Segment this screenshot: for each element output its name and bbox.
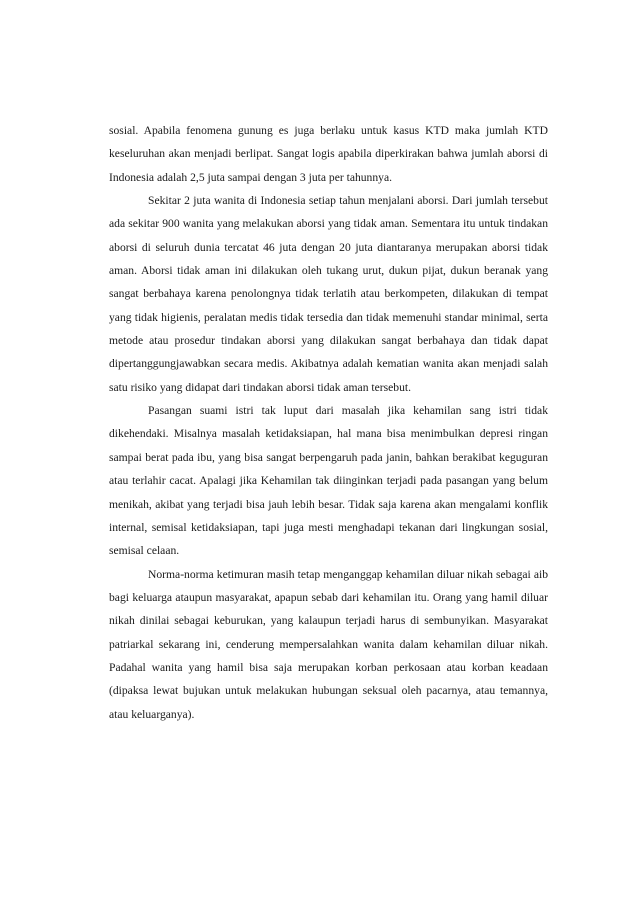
body-text — [109, 119, 548, 726]
paragraph-abortion-statistics: Sekitar 2 juta wanita di Indonesia setiap tahun menjalani aborsi. Dari jumlah tersebut ada sekitar 900 wanita yang melakukan aborsi yang tidak aman. Sementara itu untuk tindakan aborsi di seluruh dunia tercatat 46 juta dengan 20 juta diantaranya merupakan aborsi tidak aman. Aborsi tidak aman ini dilakukan oleh tukang urut, dukun pijat, dukun beranak yang sangat berbahaya karena penolongnya tidak terlatih atau berkompeten, dilakukan di tempat yang tidak higienis, peralatan medis tidak tersedia dan tidak memenuhi standar minimal, serta metode atau prosedur tindakan aborsi yang dilakukan sangat berbahaya dan tidak dapat dipertanggungjawabkan secara medis. Akibatnya adalah kematian wanita akan menjadi salah satu risiko yang didapat dari tindakan aborsi tidak aman tersebut. — [109, 194, 548, 394]
paragraph-eastern-norms: Norma-norma ketimuran masih tetap menganggap kehamilan diluar nikah sebagai aib bagi keluarga ataupun masyarakat, apapun sebab dari kehamilan itu. Orang yang hamil diluar nikah dinilai sebagai keburukan, yang kalaupun terjadi harus di sembunyikan. Masyarakat patriarkal sekarang ini, cenderung mempersalahkan wanita dalam kehamilan diluar nikah. Padahal wanita yang hamil bisa saja merupakan korban perkosaan atau korban keadaan (dipaksa lewat bujukan untuk melakukan hubungan seksual oleh pacarnya, atau temannya, atau keluarganya). — [109, 567, 548, 721]
paragraph-married-couples: Pasangan suami istri tak luput dari masalah jika kehamilan sang istri tidak dikehendaki. Misalnya masalah ketidaksiapan, hal mana bisa menimbulkan depresi ringan sampai berat pada ibu, yang bisa sangat berpengaruh pada janin, bahkan berakibat keguguran atau terlahir cacat. Apalagi jika Kehamilan tak diinginkan terjadi pada pasangan yang belum menikah, akibat yang terjadi bisa jauh lebih besar. Tidak saja karena akan mengalami konflik internal, semisal ketidaksiapan, tapi juga mesti menghadapi tekanan dari lingkungan sosial, semisal celaan. — [109, 404, 548, 558]
paragraph-continuation: sosial. Apabila fenomena gunung es juga berlaku untuk kasus KTD maka jumlah KTD keseluruhan akan menjadi berlipat. Sangat logis apabila diperkirakan bahwa jumlah aborsi di Indonesia adalah 2,5 juta sampai dengan 3 juta per tahunnya. — [109, 124, 548, 184]
